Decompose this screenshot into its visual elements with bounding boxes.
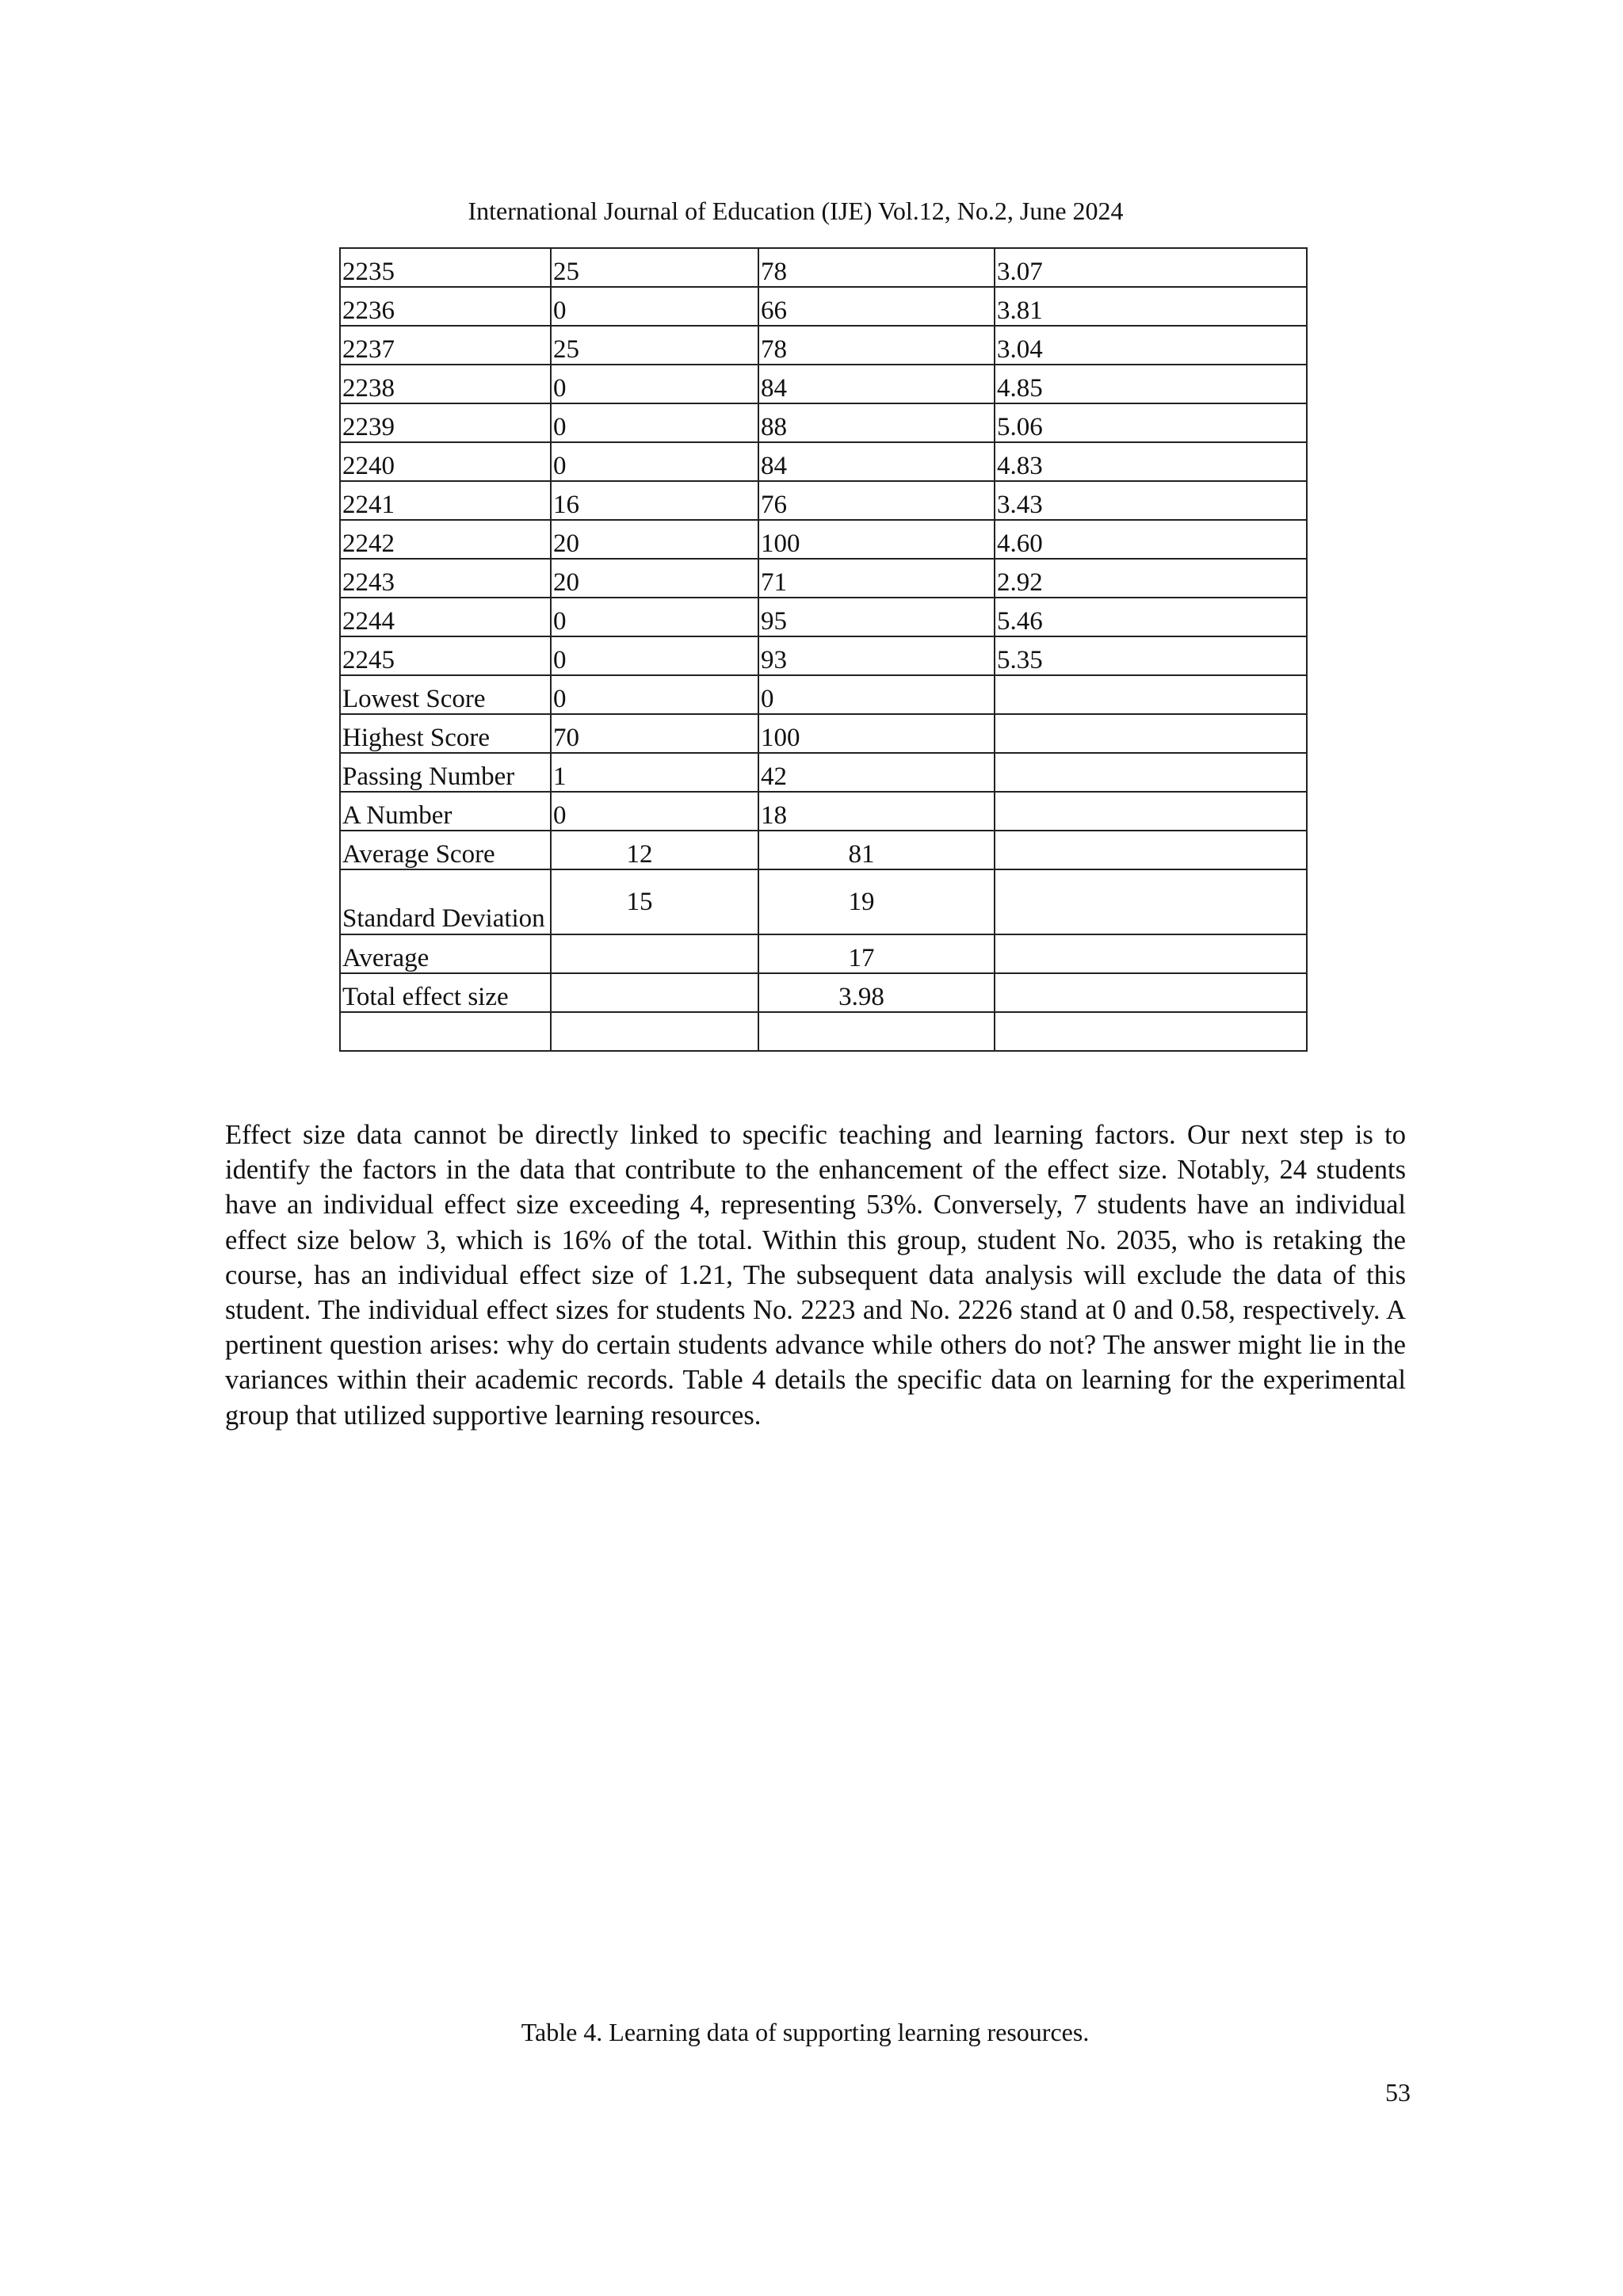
table-cell: 2237	[340, 326, 551, 365]
table-cell: 2241	[340, 481, 551, 520]
table-cell: 84	[758, 442, 995, 481]
table-cell: 2238	[340, 365, 551, 403]
table-cell: 12	[551, 831, 758, 869]
table-row	[340, 481, 1307, 520]
table-cell: 0	[758, 675, 995, 714]
table-cell: 5.46	[995, 598, 1307, 636]
table-row	[340, 248, 1307, 287]
table-row	[340, 559, 1307, 598]
running-header: International Journal of Education (IJE) Vol.12, No.2, June 2024	[468, 197, 1124, 225]
table-cell: 4.85	[995, 365, 1307, 403]
table-cell: 3.07	[995, 248, 1307, 287]
table-cell: 100	[758, 714, 995, 753]
table-cell: 0	[551, 598, 758, 636]
table-cell: 18	[758, 792, 995, 831]
table-cell: 78	[758, 248, 995, 287]
table-cell: 88	[758, 403, 995, 442]
effect-size-table	[339, 247, 1308, 1052]
row-label: Standard Deviation	[340, 869, 551, 934]
table-row	[340, 636, 1307, 675]
empty-cell	[995, 973, 1307, 1012]
empty-cell	[995, 675, 1307, 714]
empty-cell	[995, 869, 1307, 934]
table-row	[340, 442, 1307, 481]
table-cell: 2242	[340, 520, 551, 559]
empty-cell	[995, 753, 1307, 792]
table-cell: 84	[758, 365, 995, 403]
table-cell: 25	[551, 248, 758, 287]
table-cell: 0	[551, 287, 758, 326]
row-label: Lowest Score	[340, 675, 551, 714]
table-cell: 3.98	[758, 973, 995, 1012]
table-cell: 16	[551, 481, 758, 520]
table-row	[340, 326, 1307, 365]
table-cell: 20	[551, 559, 758, 598]
row-label: A Number	[340, 792, 551, 831]
table-cell: 70	[551, 714, 758, 753]
table-cell: 5.06	[995, 403, 1307, 442]
table-cell: 100	[758, 520, 995, 559]
table-cell: 3.04	[995, 326, 1307, 365]
table-cell: 2.92	[995, 559, 1307, 598]
table-cell: 25	[551, 326, 758, 365]
table-cell: 2244	[340, 598, 551, 636]
table-row	[340, 403, 1307, 442]
table-cell: 71	[758, 559, 995, 598]
table-row	[340, 598, 1307, 636]
empty-cell	[995, 714, 1307, 753]
summary-row-lowest-score	[340, 675, 1307, 714]
page-number: 53	[1385, 2078, 1411, 2107]
table-cell: 81	[758, 831, 995, 869]
table-cell: 0	[551, 442, 758, 481]
blank-row	[340, 1012, 1307, 1051]
summary-row-average	[340, 934, 1307, 973]
table-cell: 93	[758, 636, 995, 675]
summary-row-total-effect-size	[340, 973, 1307, 1012]
table-cell: 1	[551, 753, 758, 792]
empty-cell	[995, 792, 1307, 831]
summary-row-a-number	[340, 792, 1307, 831]
table-cell: 19	[758, 869, 995, 934]
empty-cell	[551, 973, 758, 1012]
table-cell: 2235	[340, 248, 551, 287]
body-paragraph: Effect size data cannot be directly linked to specific teaching and learning factors. Our next step is to identify the factors in the data that contribute to the enhancement of the effect size. Notably, 24 students have an individual effect size exceeding 4, representing 53%. Conversely, 7 students have an individual effect size below 3, which is 16% of the total. Within this group, student No. 2035, who is retaking the course, has an individual effect size of 1.21, The subsequent data analysis will exclude the data of this student. The individual effect sizes for students No. 2223 and No. 2226 stand at 0 and 0.58, respectively. A pertinent question arises: why do certain students advance while others do not? The answer might lie in the variances within their academic records. Table 4 details the specific data on learning for the experimental group that utilized supportive learning resources.	[225, 1120, 1406, 1431]
empty-cell	[551, 934, 758, 973]
table-cell: 66	[758, 287, 995, 326]
table-row	[340, 520, 1307, 559]
row-label: Average	[340, 934, 551, 973]
summary-row-passing-number	[340, 753, 1307, 792]
table-cell: 76	[758, 481, 995, 520]
row-label: Average Score	[340, 831, 551, 869]
summary-row-average-score	[340, 831, 1307, 869]
table-cell: 4.60	[995, 520, 1307, 559]
table-cell: 0	[551, 792, 758, 831]
table-cell: 0	[551, 403, 758, 442]
table-cell: 78	[758, 326, 995, 365]
empty-cell	[995, 831, 1307, 869]
table-row	[340, 365, 1307, 403]
table-cell: 42	[758, 753, 995, 792]
table-cell: 95	[758, 598, 995, 636]
table-cell: 5.35	[995, 636, 1307, 675]
table-cell: 20	[551, 520, 758, 559]
table-row	[340, 287, 1307, 326]
table-cell: 0	[551, 675, 758, 714]
table-cell: 2236	[340, 287, 551, 326]
table-cell: 2240	[340, 442, 551, 481]
empty-cell	[758, 1012, 995, 1051]
summary-row-highest-score	[340, 714, 1307, 753]
table-cell: 17	[758, 934, 995, 973]
row-label: Total effect size	[340, 973, 551, 1012]
table-caption: Table 4. Learning data of supporting learning resources.	[521, 2018, 1090, 2046]
empty-cell	[340, 1012, 551, 1051]
table-cell: 4.83	[995, 442, 1307, 481]
empty-cell	[995, 1012, 1307, 1051]
row-label: Highest Score	[340, 714, 551, 753]
row-label: Passing Number	[340, 753, 551, 792]
summary-row-standard-deviation	[340, 869, 1307, 934]
table-cell: 3.81	[995, 287, 1307, 326]
empty-cell	[551, 1012, 758, 1051]
table-cell: 3.43	[995, 481, 1307, 520]
table-cell: 2245	[340, 636, 551, 675]
empty-cell	[995, 934, 1307, 973]
table-cell: 15	[551, 869, 758, 934]
table-cell: 0	[551, 365, 758, 403]
table-cell: 0	[551, 636, 758, 675]
table-cell: 2239	[340, 403, 551, 442]
table-cell: 2243	[340, 559, 551, 598]
